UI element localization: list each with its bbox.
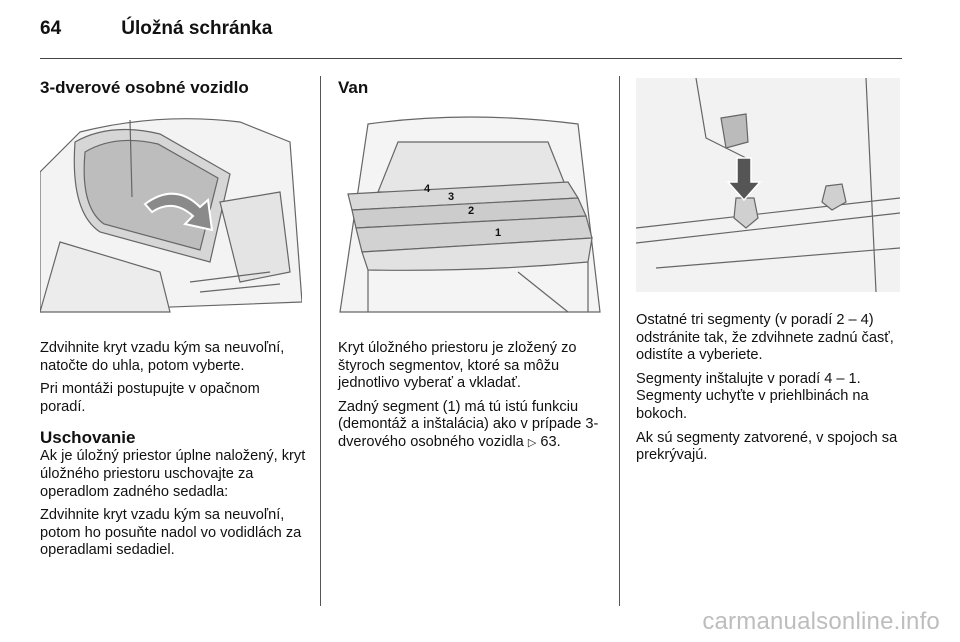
paragraph-text: Zadný segment (1) má tú istú funkciu (demontáž a inštalácia) ako v prípade 3-dverového osobného vozidla (338, 398, 599, 450)
figure-cover-removal (40, 112, 302, 324)
column-divider-1 (320, 76, 321, 606)
fig-label-4: 4 (424, 183, 431, 195)
column-3 (636, 72, 904, 471)
header-rule (40, 58, 902, 59)
fig-label-3: 3 (448, 191, 455, 203)
paragraph: Ak je úložný priestor úplne naložený, kryt úložného priestoru uschovajte za operadlom zadného sedadla: (40, 448, 306, 500)
column-1 (40, 72, 308, 566)
page-header (40, 18, 272, 40)
paragraph: Zdvihnite kryt vzadu kým sa neuvoľní, potom ho posuňte nadol vo vodidlách za operadlami sedadiel. (40, 507, 302, 559)
page-reference[interactable]: 63. (540, 433, 561, 450)
paragraph: Ak sú segmenty zatvorené, v spojoch sa prekrývajú. (636, 429, 898, 464)
paragraph (338, 399, 606, 453)
column-divider-2 (619, 76, 620, 606)
paragraph: Ostatné tri segmenty (v poradí 2 – 4) odstránite tak, že zdvihnete zadnú časť, odistíte a vyberiete. (636, 312, 894, 364)
paragraph: Pri montáži postupujte v opačnom poradí. (40, 381, 260, 415)
section-heading-van: Van (338, 78, 369, 97)
figure-segment-install (636, 78, 900, 292)
paragraph: Zdvihnite kryt vzadu kým sa neuvoľní, natočte do uhla, potom vyberte. (40, 340, 285, 374)
fig-label-1: 1 (495, 227, 502, 239)
paragraph: Segmenty inštalujte v poradí 4 – 1. Segmenty uchyťte v priehlbinách na bokoch. (636, 370, 869, 422)
fig-label-2: 2 (468, 205, 475, 217)
page-number: 64 (40, 18, 62, 39)
page-title: Úložná schránka (121, 18, 273, 39)
section-heading-3door: 3-dverové osobné vozidlo (40, 78, 249, 97)
subheading-storage: Uschovanie (40, 428, 136, 448)
column-2 (338, 72, 606, 459)
watermark: carmanualsonline.info (702, 608, 940, 635)
figure-van-segments (338, 112, 602, 324)
triangle-reference-icon: ▷ (527, 436, 537, 449)
paragraph: Kryt úložného priestoru je zložený zo štyroch segmentov, ktoré sa môžu jednotlivo vyberať a vkladať. (338, 340, 577, 392)
